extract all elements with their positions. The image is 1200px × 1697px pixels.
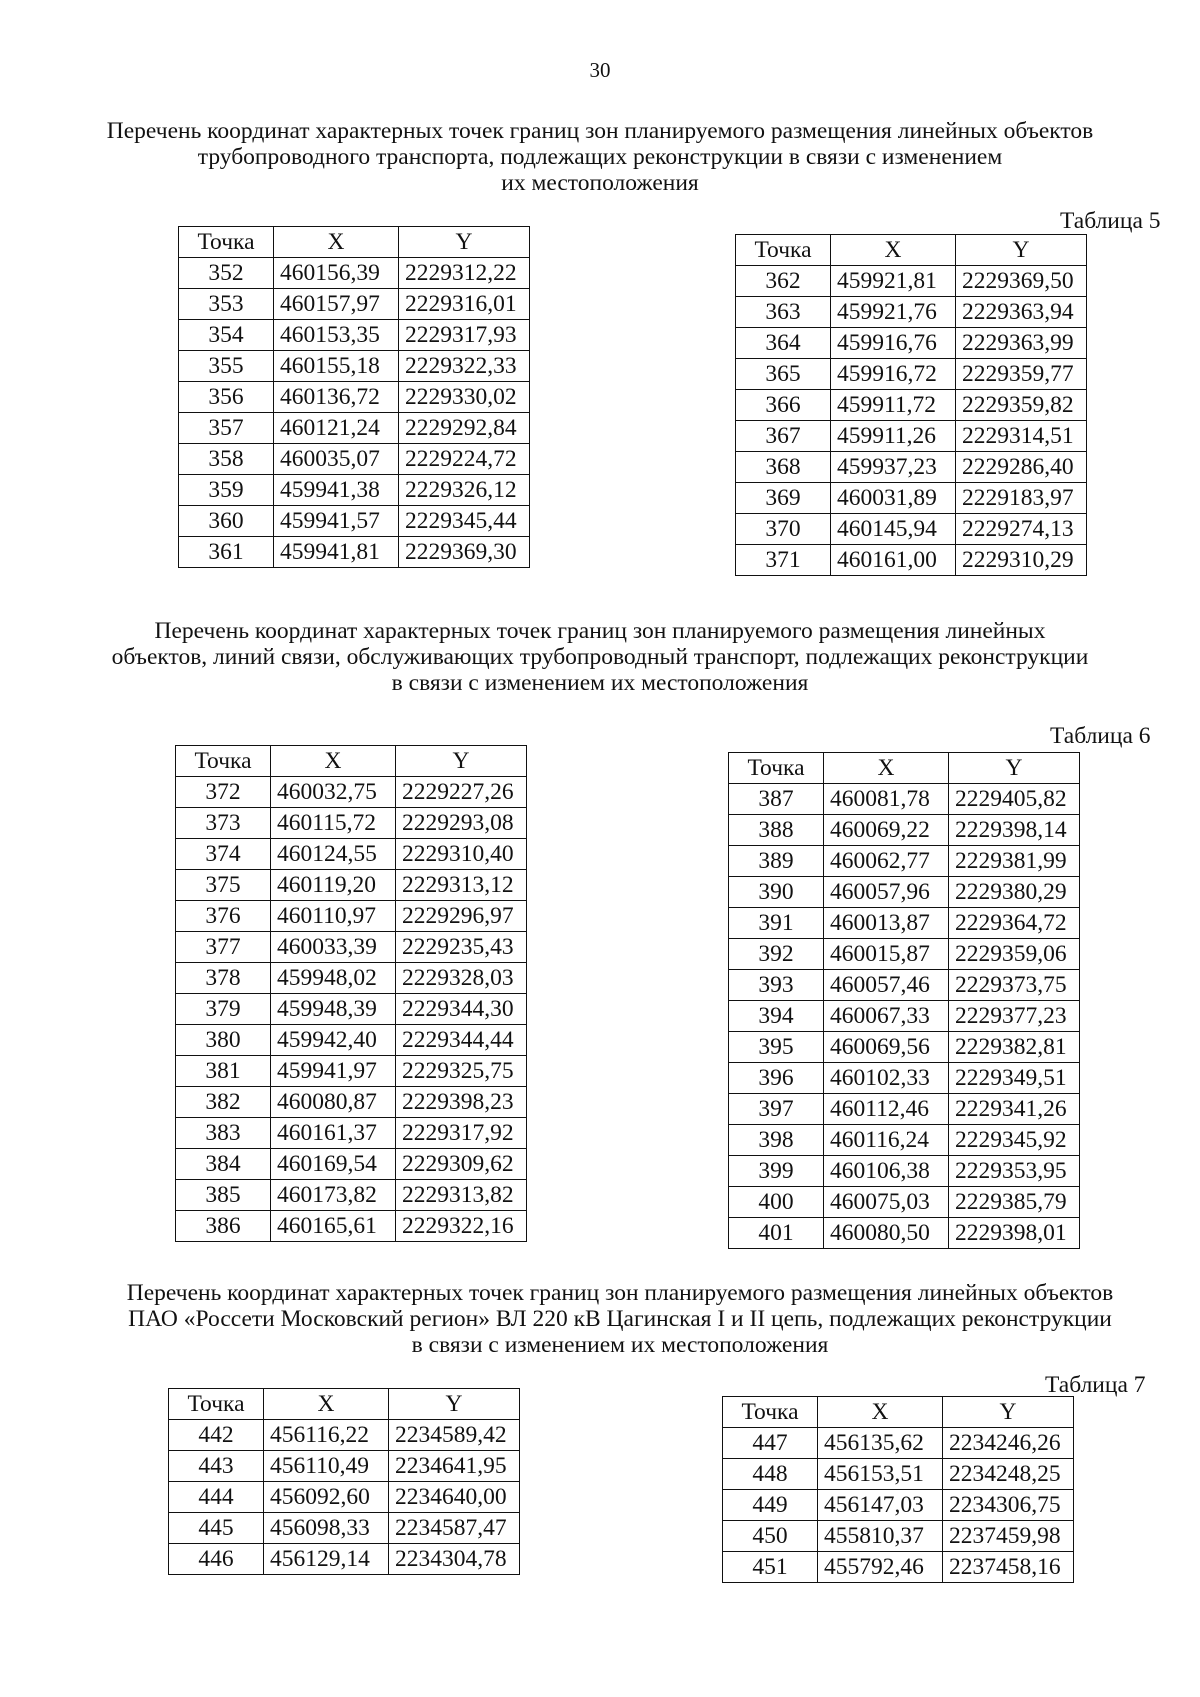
y-cell: 2234589,42 <box>389 1420 520 1451</box>
point-cell: 352 <box>179 258 274 289</box>
table-row <box>176 994 527 1025</box>
y-cell: 2229317,93 <box>399 320 530 351</box>
point-cell: 398 <box>729 1125 824 1156</box>
x-cell: 455792,46 <box>818 1552 943 1583</box>
table-row <box>179 320 530 351</box>
column-header-point: Точка <box>723 1397 818 1428</box>
table-row <box>176 1180 527 1211</box>
point-cell: 380 <box>176 1025 271 1056</box>
table-row <box>179 444 530 475</box>
x-cell: 460080,87 <box>271 1087 396 1118</box>
point-cell: 379 <box>176 994 271 1025</box>
x-cell: 459948,02 <box>271 963 396 994</box>
point-cell: 386 <box>176 1211 271 1242</box>
y-cell: 2229326,12 <box>399 475 530 506</box>
x-cell: 460106,38 <box>824 1156 949 1187</box>
point-cell: 368 <box>736 452 831 483</box>
y-cell: 2229316,01 <box>399 289 530 320</box>
column-header-point: Точка <box>179 227 274 258</box>
title-line: Перечень координат характерных точек границ зон планируемого размещения линейных <box>154 618 1046 644</box>
x-cell: 456092,60 <box>264 1482 389 1513</box>
table-header-row <box>723 1397 1074 1428</box>
y-cell: 2229322,16 <box>396 1211 527 1242</box>
point-cell: 450 <box>723 1521 818 1552</box>
point-cell: 396 <box>729 1063 824 1094</box>
point-cell: 363 <box>736 297 831 328</box>
point-cell: 390 <box>729 877 824 908</box>
y-cell: 2229369,30 <box>399 537 530 568</box>
y-cell: 2229314,51 <box>956 421 1087 452</box>
table-row <box>736 328 1087 359</box>
x-cell: 460161,00 <box>831 545 956 576</box>
point-cell: 365 <box>736 359 831 390</box>
title-line: объектов, линий связи, обслуживающих трубопроводный транспорт, подлежащих реконструкции <box>111 644 1089 670</box>
point-cell: 388 <box>729 815 824 846</box>
coords-table-6-right <box>728 752 1080 1249</box>
y-cell: 2229398,14 <box>949 815 1080 846</box>
table-row <box>729 1032 1080 1063</box>
x-cell: 459916,76 <box>831 328 956 359</box>
table-row <box>736 266 1087 297</box>
column-header-y: Y <box>389 1389 520 1420</box>
y-cell: 2229310,40 <box>396 839 527 870</box>
y-cell: 2234640,00 <box>389 1482 520 1513</box>
y-cell: 2234641,95 <box>389 1451 520 1482</box>
table-row <box>176 901 527 932</box>
y-cell: 2229235,43 <box>396 932 527 963</box>
y-cell: 2229398,23 <box>396 1087 527 1118</box>
point-cell: 353 <box>179 289 274 320</box>
table-row <box>729 1218 1080 1249</box>
x-cell: 460116,24 <box>824 1125 949 1156</box>
point-cell: 376 <box>176 901 271 932</box>
table-row <box>736 297 1087 328</box>
title-line: Перечень координат характерных точек границ зон планируемого размещения линейных объектов <box>126 1280 1114 1306</box>
x-cell: 460145,94 <box>831 514 956 545</box>
point-cell: 400 <box>729 1187 824 1218</box>
table-row <box>176 870 527 901</box>
point-cell: 366 <box>736 390 831 421</box>
x-cell: 459937,23 <box>831 452 956 483</box>
x-cell: 460015,87 <box>824 939 949 970</box>
point-cell: 370 <box>736 514 831 545</box>
section-title-table-6 <box>0 618 1200 696</box>
table-row <box>169 1513 520 1544</box>
table-row <box>729 1001 1080 1032</box>
table-row <box>176 1025 527 1056</box>
table-row <box>176 1149 527 1180</box>
x-cell: 459911,26 <box>831 421 956 452</box>
table-header-row <box>736 235 1087 266</box>
coords-table-5-right <box>735 234 1087 576</box>
x-cell: 460067,33 <box>824 1001 949 1032</box>
x-cell: 460069,56 <box>824 1032 949 1063</box>
table-row <box>169 1451 520 1482</box>
y-cell: 2229322,33 <box>399 351 530 382</box>
y-cell: 2229224,72 <box>399 444 530 475</box>
y-cell: 2229317,92 <box>396 1118 527 1149</box>
y-cell: 2229344,30 <box>396 994 527 1025</box>
y-cell: 2229353,95 <box>949 1156 1080 1187</box>
table-header-row <box>179 227 530 258</box>
y-cell: 2229345,44 <box>399 506 530 537</box>
point-cell: 446 <box>169 1544 264 1575</box>
point-cell: 355 <box>179 351 274 382</box>
x-cell: 460110,97 <box>271 901 396 932</box>
point-cell: 369 <box>736 483 831 514</box>
x-cell: 459942,40 <box>271 1025 396 1056</box>
x-cell: 460013,87 <box>824 908 949 939</box>
column-header-x: X <box>271 746 396 777</box>
y-cell: 2234304,78 <box>389 1544 520 1575</box>
table-row <box>169 1420 520 1451</box>
title-line: их местоположения <box>501 170 699 196</box>
table-row <box>176 777 527 808</box>
point-cell: 364 <box>736 328 831 359</box>
point-cell: 361 <box>179 537 274 568</box>
y-cell: 2229310,29 <box>956 545 1087 576</box>
point-cell: 448 <box>723 1459 818 1490</box>
table-row <box>176 963 527 994</box>
table-row <box>179 351 530 382</box>
x-cell: 456098,33 <box>264 1513 389 1544</box>
y-cell: 2229359,82 <box>956 390 1087 421</box>
table-row <box>176 1211 527 1242</box>
x-cell: 460112,46 <box>824 1094 949 1125</box>
column-header-y: Y <box>956 235 1087 266</box>
y-cell: 2229349,51 <box>949 1063 1080 1094</box>
table-row <box>176 808 527 839</box>
point-cell: 393 <box>729 970 824 1001</box>
x-cell: 460119,20 <box>271 870 396 901</box>
table-row <box>169 1482 520 1513</box>
point-cell: 399 <box>729 1156 824 1187</box>
y-cell: 2229359,06 <box>949 939 1080 970</box>
y-cell: 2229292,84 <box>399 413 530 444</box>
y-cell: 2229369,50 <box>956 266 1087 297</box>
y-cell: 2229296,97 <box>396 901 527 932</box>
table-row <box>736 390 1087 421</box>
coords-table-6-left <box>175 745 527 1242</box>
x-cell: 459921,81 <box>831 266 956 297</box>
point-cell: 397 <box>729 1094 824 1125</box>
y-cell: 2229325,75 <box>396 1056 527 1087</box>
table-row <box>179 413 530 444</box>
title-line: трубопроводного транспорта, подлежащих реконструкции в связи с изменением <box>197 144 1003 170</box>
x-cell: 460032,75 <box>271 777 396 808</box>
column-header-x: X <box>818 1397 943 1428</box>
point-cell: 391 <box>729 908 824 939</box>
y-cell: 2229312,22 <box>399 258 530 289</box>
column-header-y: Y <box>399 227 530 258</box>
point-cell: 354 <box>179 320 274 351</box>
point-cell: 385 <box>176 1180 271 1211</box>
table-row <box>169 1544 520 1575</box>
point-cell: 375 <box>176 870 271 901</box>
table-row <box>176 1118 527 1149</box>
table-header-row <box>169 1389 520 1420</box>
column-header-point: Точка <box>736 235 831 266</box>
table-row <box>736 359 1087 390</box>
table-caption-5: Таблица 5 <box>1060 208 1161 234</box>
table-row <box>176 1056 527 1087</box>
point-cell: 445 <box>169 1513 264 1544</box>
point-cell: 442 <box>169 1420 264 1451</box>
column-header-y: Y <box>943 1397 1074 1428</box>
column-header-x: X <box>824 753 949 784</box>
point-cell: 394 <box>729 1001 824 1032</box>
y-cell: 2237458,16 <box>943 1552 1074 1583</box>
x-cell: 460057,96 <box>824 877 949 908</box>
y-cell: 2229330,02 <box>399 382 530 413</box>
point-cell: 392 <box>729 939 824 970</box>
point-cell: 447 <box>723 1428 818 1459</box>
table-row <box>179 258 530 289</box>
title-line: Перечень координат характерных точек границ зон планируемого размещения линейных объектов <box>106 118 1094 144</box>
table-row <box>736 545 1087 576</box>
point-cell: 357 <box>179 413 274 444</box>
page-number: 30 <box>589 58 611 82</box>
table-row <box>723 1552 1074 1583</box>
table-row <box>729 1063 1080 1094</box>
x-cell: 460155,18 <box>274 351 399 382</box>
table-row <box>729 1156 1080 1187</box>
table-row <box>723 1428 1074 1459</box>
x-cell: 456147,03 <box>818 1490 943 1521</box>
column-header-y: Y <box>949 753 1080 784</box>
x-cell: 460156,39 <box>274 258 399 289</box>
table-row <box>729 815 1080 846</box>
table-row <box>729 1187 1080 1218</box>
point-cell: 381 <box>176 1056 271 1087</box>
title-line: ПАО «Россети Московский регион» ВЛ 220 кВ Цагинская I и II цепь, подлежащих реконструкции <box>128 1306 1112 1332</box>
x-cell: 460102,33 <box>824 1063 949 1094</box>
y-cell: 2229382,81 <box>949 1032 1080 1063</box>
y-cell: 2229293,08 <box>396 808 527 839</box>
y-cell: 2229309,62 <box>396 1149 527 1180</box>
point-cell: 359 <box>179 475 274 506</box>
point-cell: 374 <box>176 839 271 870</box>
table-row <box>736 421 1087 452</box>
point-cell: 358 <box>179 444 274 475</box>
title-line: в связи с изменением их местоположения <box>411 1332 829 1358</box>
title-line: в связи с изменением их местоположения <box>391 670 809 696</box>
x-cell: 459941,81 <box>274 537 399 568</box>
table-row <box>179 475 530 506</box>
table-row <box>723 1490 1074 1521</box>
point-cell: 371 <box>736 545 831 576</box>
table-row <box>729 784 1080 815</box>
x-cell: 459916,72 <box>831 359 956 390</box>
point-cell: 362 <box>736 266 831 297</box>
y-cell: 2229364,72 <box>949 908 1080 939</box>
x-cell: 456153,51 <box>818 1459 943 1490</box>
x-cell: 456110,49 <box>264 1451 389 1482</box>
x-cell: 460173,82 <box>271 1180 396 1211</box>
table-row <box>179 537 530 568</box>
coords-table-7-left <box>168 1388 520 1575</box>
y-cell: 2229363,99 <box>956 328 1087 359</box>
table-row <box>729 877 1080 908</box>
x-cell: 456135,62 <box>818 1428 943 1459</box>
y-cell: 2229377,23 <box>949 1001 1080 1032</box>
point-cell: 449 <box>723 1490 818 1521</box>
point-cell: 451 <box>723 1552 818 1583</box>
y-cell: 2229359,77 <box>956 359 1087 390</box>
table-row <box>179 382 530 413</box>
y-cell: 2229313,82 <box>396 1180 527 1211</box>
y-cell: 2229405,82 <box>949 784 1080 815</box>
x-cell: 460033,39 <box>271 932 396 963</box>
table-row <box>723 1459 1074 1490</box>
x-cell: 459911,72 <box>831 390 956 421</box>
x-cell: 460069,22 <box>824 815 949 846</box>
table-caption-7: Таблица 7 <box>1045 1372 1146 1398</box>
table-row <box>176 932 527 963</box>
x-cell: 460136,72 <box>274 382 399 413</box>
point-cell: 372 <box>176 777 271 808</box>
table-row <box>729 908 1080 939</box>
y-cell: 2229373,75 <box>949 970 1080 1001</box>
point-cell: 378 <box>176 963 271 994</box>
point-cell: 377 <box>176 932 271 963</box>
y-cell: 2229344,44 <box>396 1025 527 1056</box>
table-header-row <box>176 746 527 777</box>
table-row <box>729 970 1080 1001</box>
x-cell: 456129,14 <box>264 1544 389 1575</box>
y-cell: 2229398,01 <box>949 1218 1080 1249</box>
y-cell: 2234248,25 <box>943 1459 1074 1490</box>
y-cell: 2229363,94 <box>956 297 1087 328</box>
x-cell: 460165,61 <box>271 1211 396 1242</box>
y-cell: 2234246,26 <box>943 1428 1074 1459</box>
x-cell: 460169,54 <box>271 1149 396 1180</box>
y-cell: 2229328,03 <box>396 963 527 994</box>
table-caption-6: Таблица 6 <box>1050 723 1151 749</box>
column-header-x: X <box>274 227 399 258</box>
table-row <box>729 1125 1080 1156</box>
column-header-point: Точка <box>729 753 824 784</box>
column-header-point: Точка <box>176 746 271 777</box>
x-cell: 459948,39 <box>271 994 396 1025</box>
y-cell: 2229385,79 <box>949 1187 1080 1218</box>
table-row <box>176 839 527 870</box>
x-cell: 459941,57 <box>274 506 399 537</box>
x-cell: 460161,37 <box>271 1118 396 1149</box>
x-cell: 460031,89 <box>831 483 956 514</box>
point-cell: 383 <box>176 1118 271 1149</box>
x-cell: 460157,97 <box>274 289 399 320</box>
y-cell: 2229274,13 <box>956 514 1087 545</box>
table-row <box>729 1094 1080 1125</box>
table-row <box>736 452 1087 483</box>
y-cell: 2229313,12 <box>396 870 527 901</box>
y-cell: 2229286,40 <box>956 452 1087 483</box>
table-row <box>729 939 1080 970</box>
x-cell: 460075,03 <box>824 1187 949 1218</box>
x-cell: 459921,76 <box>831 297 956 328</box>
x-cell: 460035,07 <box>274 444 399 475</box>
table-row <box>729 846 1080 877</box>
y-cell: 2229381,99 <box>949 846 1080 877</box>
point-cell: 356 <box>179 382 274 413</box>
x-cell: 460062,77 <box>824 846 949 877</box>
table-row <box>179 289 530 320</box>
table-row <box>736 483 1087 514</box>
coords-table-7-right <box>722 1396 1074 1583</box>
section-title-table-5 <box>0 118 1200 196</box>
point-cell: 401 <box>729 1218 824 1249</box>
y-cell: 2229227,26 <box>396 777 527 808</box>
y-cell: 2229380,29 <box>949 877 1080 908</box>
point-cell: 387 <box>729 784 824 815</box>
point-cell: 444 <box>169 1482 264 1513</box>
section-title-table-7 <box>0 1280 1200 1358</box>
point-cell: 395 <box>729 1032 824 1063</box>
x-cell: 459941,97 <box>271 1056 396 1087</box>
x-cell: 460121,24 <box>274 413 399 444</box>
column-header-y: Y <box>396 746 527 777</box>
x-cell: 460080,50 <box>824 1218 949 1249</box>
table-row <box>179 506 530 537</box>
point-cell: 389 <box>729 846 824 877</box>
table-header-row <box>729 753 1080 784</box>
point-cell: 360 <box>179 506 274 537</box>
point-cell: 382 <box>176 1087 271 1118</box>
column-header-x: X <box>264 1389 389 1420</box>
y-cell: 2234306,75 <box>943 1490 1074 1521</box>
y-cell: 2229183,97 <box>956 483 1087 514</box>
column-header-point: Точка <box>169 1389 264 1420</box>
table-row <box>736 514 1087 545</box>
y-cell: 2229341,26 <box>949 1094 1080 1125</box>
table-row <box>723 1521 1074 1552</box>
y-cell: 2229345,92 <box>949 1125 1080 1156</box>
point-cell: 443 <box>169 1451 264 1482</box>
point-cell: 384 <box>176 1149 271 1180</box>
y-cell: 2237459,98 <box>943 1521 1074 1552</box>
point-cell: 373 <box>176 808 271 839</box>
x-cell: 460124,55 <box>271 839 396 870</box>
x-cell: 455810,37 <box>818 1521 943 1552</box>
x-cell: 460153,35 <box>274 320 399 351</box>
column-header-x: X <box>831 235 956 266</box>
table-row <box>176 1087 527 1118</box>
y-cell: 2234587,47 <box>389 1513 520 1544</box>
coords-table-5-left <box>178 226 530 568</box>
x-cell: 460057,46 <box>824 970 949 1001</box>
x-cell: 460115,72 <box>271 808 396 839</box>
point-cell: 367 <box>736 421 831 452</box>
x-cell: 456116,22 <box>264 1420 389 1451</box>
x-cell: 459941,38 <box>274 475 399 506</box>
x-cell: 460081,78 <box>824 784 949 815</box>
